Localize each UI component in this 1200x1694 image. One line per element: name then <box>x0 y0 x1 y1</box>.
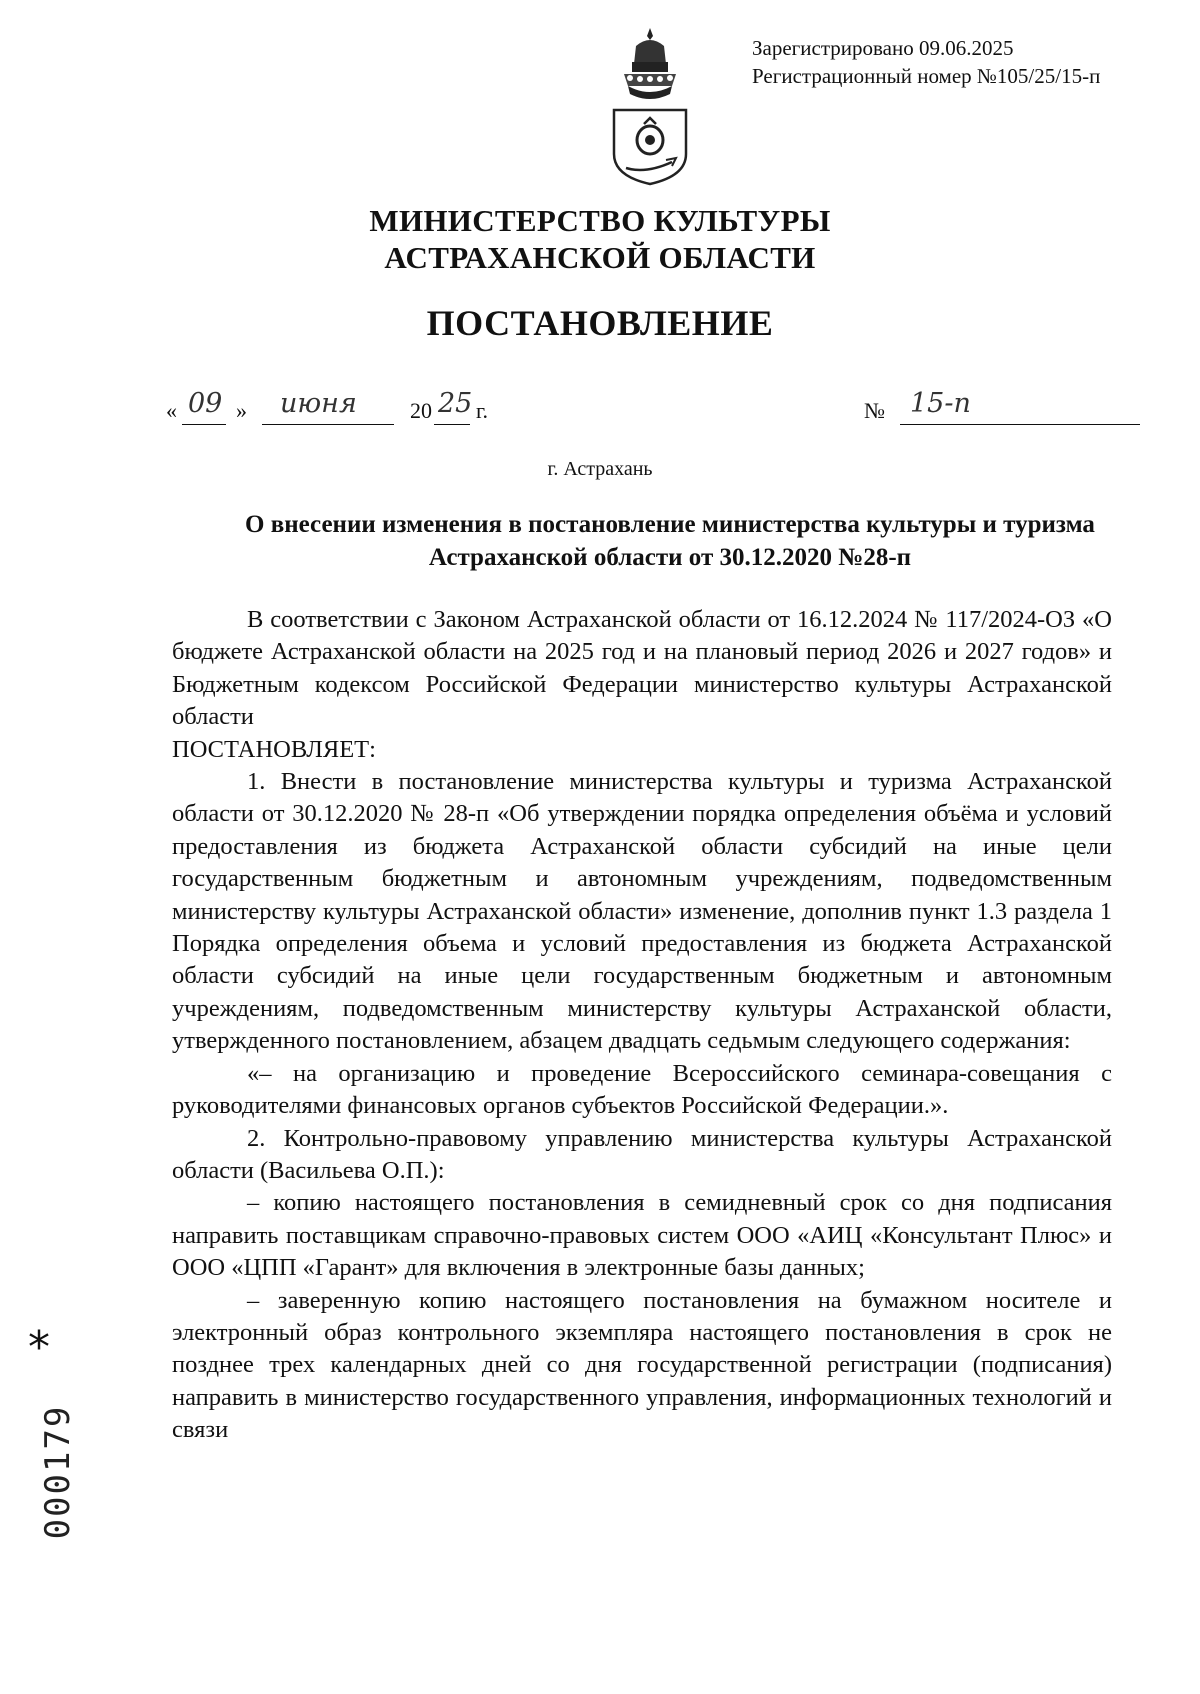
paragraph-item-2-copy: – копию настоящего постановления в семидневный срок со дня подписания направить поставщикам справочно-правовых систем ООО «АИЦ «Консультант Плюс» и ООО «ЦПП «Гарант» для включения в электронные базы данных; <box>172 1189 1112 1282</box>
date-day: 09 <box>188 388 223 419</box>
date-close-quote: » <box>236 398 247 423</box>
paragraph-quoted-addition: «– на организацию и проведение Всероссийского семинара-совещания с руководителями финансовых органов субъектов Российской Федерации.». <box>172 1059 1112 1120</box>
paragraph-item-1: 1. Внести в постановление министерства культуры и туризма Астраханской области от 30.12.2020 № 28-п «Об утверждении порядка определения объёма и условий предоставления из бюджета Астраханской области субсидий на иные цели государственным бюджетным и автономным учреждениям, подведомственным министерству культуры Астраханской области» изменение, дополнив пункт 1.3 раздела 1 Порядка определения объема и условий предоставления из бюджета Астраханской области субсидий на иные цели государственным бюджетным и автономным учреждениям, подведомственным министерству культуры Астраханской области, утвержденного постановлением, абзацем двадцать седьмым следующего содержания: <box>172 768 1112 1055</box>
side-stamp-mark: * <box>28 1322 50 1373</box>
registration-date: Зарегистрировано 09.06.2025 <box>752 36 1014 60</box>
date-number-line <box>166 388 1166 428</box>
month-underline <box>262 424 394 425</box>
date-month: июня <box>280 388 357 419</box>
date-open-quote: « <box>166 398 177 423</box>
document-type-title: ПОСТАНОВЛЕНИЕ <box>426 303 774 343</box>
paragraph-item-2-certified-copy: – заверенную копию настоящего постановления на бумажном носителе и электронный образ контрольного экземпляра настоящего постановления в срок не позднее трех календарных дней со дня государственной регистрации (подписания) направить в министерство государственного управления, информационных технологий и связи <box>172 1286 1112 1444</box>
paragraph-resolves: ПОСТАНОВЛЯЕТ: <box>172 735 376 763</box>
date-year-prefix: 20 <box>410 398 432 423</box>
number-sign: № <box>864 398 885 423</box>
ministry-name <box>0 202 1200 276</box>
date-year-unit: г. <box>476 398 489 423</box>
ministry-line-1: МИНИСТЕРСТВО КУЛЬТУРЫ <box>369 203 831 238</box>
number-underline <box>900 424 1140 425</box>
document-number: 15-п <box>910 388 971 419</box>
registration-stamp <box>752 34 1100 90</box>
city-name: г. Астрахань <box>547 458 653 480</box>
date-year-suffix: 25 <box>438 388 473 419</box>
ministry-line-2: АСТРАХАНСКОЙ ОБЛАСТИ <box>384 240 816 275</box>
coat-of-arms-icon <box>606 24 694 188</box>
paragraph-preamble: В соответствии с Законом Астраханской области от 16.12.2024 № 117/2024-ОЗ «О бюджете Астраханской области на 2025 год и на плановый период 2026 и 2027 годов» и Бюджетным кодексом Российской Федерации министерство культуры Астраханской области <box>172 606 1112 731</box>
document-subject: О внесении изменения в постановление министерства культуры и туризма Астраханской области от 30.12.2020 №28-п <box>245 511 1095 571</box>
document-body <box>172 604 1112 1447</box>
day-underline <box>182 424 226 425</box>
side-stamp <box>28 1372 88 1572</box>
paragraph-item-2: 2. Контрольно-правовому управлению министерства культуры Астраханской области (Васильева О.П.): <box>172 1124 1112 1184</box>
side-stamp-number: 000179 <box>38 1404 78 1540</box>
registration-number: Регистрационный номер №105/25/15-п <box>752 64 1101 88</box>
year-underline <box>434 424 470 425</box>
